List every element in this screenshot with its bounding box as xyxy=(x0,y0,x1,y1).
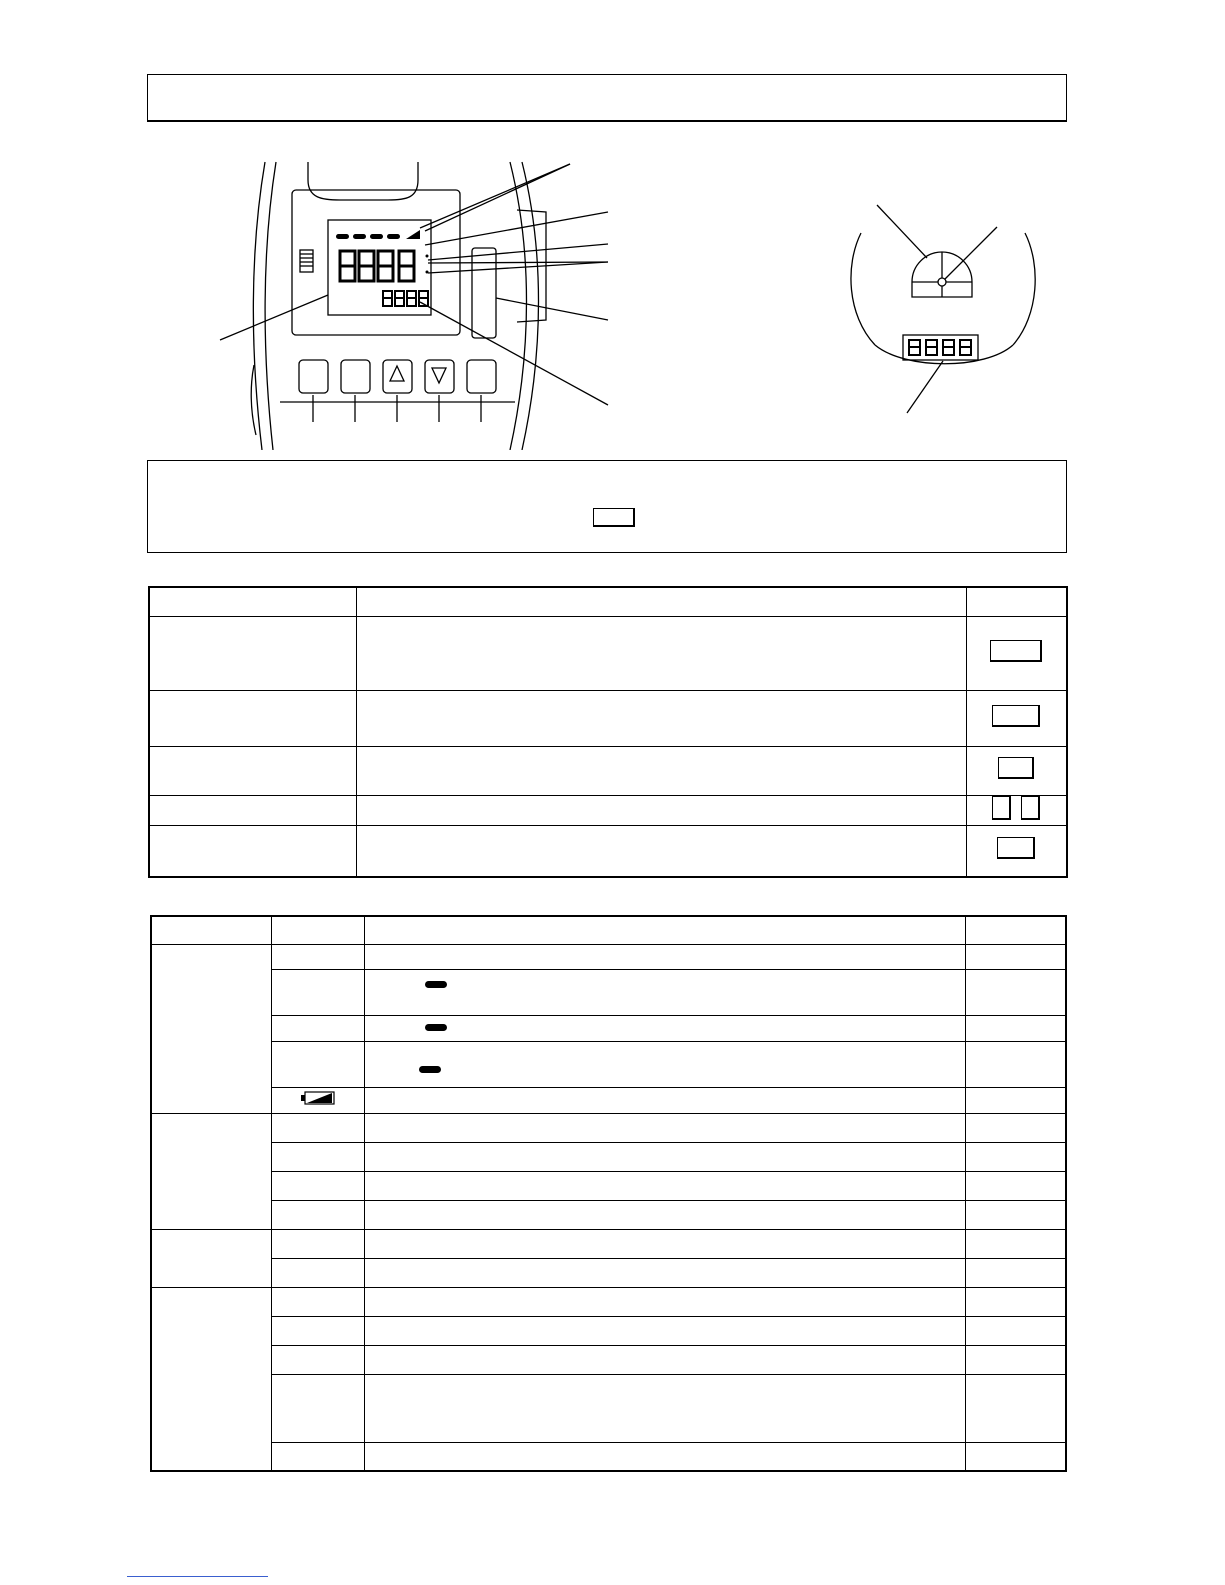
header-description xyxy=(364,916,965,944)
key-description xyxy=(356,690,966,746)
key-description xyxy=(356,746,966,795)
indicator-table xyxy=(150,915,1067,1472)
page-cell xyxy=(965,1113,1066,1142)
table-row xyxy=(151,1171,1066,1200)
description-cell xyxy=(364,1374,965,1442)
viewfinder-diagram xyxy=(845,195,1045,425)
page-title-box xyxy=(147,74,1067,122)
symbol-cell xyxy=(271,969,364,1015)
header-symbol xyxy=(271,916,364,944)
table-row xyxy=(151,944,1066,969)
key-cell xyxy=(966,690,1067,746)
description-cell xyxy=(364,969,965,1015)
description-cell xyxy=(364,1015,965,1041)
bar-indicator-icon xyxy=(425,981,447,988)
keys-table-header xyxy=(149,587,1067,616)
bar-indicator-icon xyxy=(425,1024,447,1031)
key-description xyxy=(356,616,966,690)
key-description xyxy=(356,795,966,825)
keys-table xyxy=(148,586,1068,878)
key-name xyxy=(149,616,356,690)
indicator-table-header xyxy=(151,916,1066,944)
table-row xyxy=(151,1316,1066,1345)
key-cell xyxy=(966,795,1067,825)
table-row xyxy=(151,1200,1066,1229)
table-row xyxy=(149,825,1067,877)
table-row xyxy=(151,1374,1066,1442)
symbol-cell xyxy=(271,1374,364,1442)
header-key-name xyxy=(149,587,356,616)
description-cell xyxy=(364,1287,965,1316)
description-cell xyxy=(364,1113,965,1142)
page-cell xyxy=(965,1041,1066,1087)
wide-key-icon xyxy=(992,705,1040,727)
table-row xyxy=(151,1087,1066,1113)
group-label xyxy=(151,1113,271,1229)
description-cell xyxy=(364,1041,965,1087)
header-key xyxy=(966,587,1067,616)
group-label xyxy=(151,1287,271,1471)
symbol-cell xyxy=(271,1287,364,1316)
page-cell xyxy=(965,969,1066,1015)
page-cell xyxy=(965,1171,1066,1200)
symbol-cell xyxy=(271,1229,364,1258)
table-row xyxy=(151,1142,1066,1171)
page-cell xyxy=(965,1015,1066,1041)
table-row xyxy=(151,1229,1066,1258)
description-cell xyxy=(364,1442,965,1471)
key-icon xyxy=(997,837,1035,859)
header-display xyxy=(151,916,271,944)
group-label xyxy=(151,944,271,1113)
page-cell xyxy=(965,1229,1066,1258)
page-cell xyxy=(965,1200,1066,1229)
up-key-icon xyxy=(992,796,1011,820)
symbol-cell xyxy=(271,1171,364,1200)
key-name xyxy=(149,825,356,877)
table-row xyxy=(151,1287,1066,1316)
table-row xyxy=(151,1258,1066,1287)
footer-link-rule xyxy=(127,1576,268,1577)
header-key-function xyxy=(356,587,966,616)
symbol-cell xyxy=(271,1113,364,1142)
key-cell xyxy=(966,616,1067,690)
table-row xyxy=(149,746,1067,795)
table-row xyxy=(151,1015,1066,1041)
page-cell xyxy=(965,1442,1066,1471)
description-cell xyxy=(364,1200,965,1229)
page-cell xyxy=(965,944,1066,969)
description-cell xyxy=(364,1087,965,1113)
key-cell xyxy=(966,746,1067,795)
table-row xyxy=(149,795,1067,825)
keys-intro-box xyxy=(147,460,1067,553)
header-page xyxy=(965,916,1066,944)
inline-key-icon xyxy=(593,508,635,527)
description-cell xyxy=(364,1142,965,1171)
page-cell xyxy=(965,1142,1066,1171)
symbol-cell xyxy=(271,1087,364,1113)
page-cell xyxy=(965,1374,1066,1442)
symbol-cell xyxy=(271,1316,364,1345)
symbol-cell xyxy=(271,1258,364,1287)
page-cell xyxy=(965,1316,1066,1345)
page-cell xyxy=(965,1287,1066,1316)
description-cell xyxy=(364,944,965,969)
page-cell xyxy=(965,1345,1066,1374)
table-row xyxy=(149,690,1067,746)
down-key-icon xyxy=(1021,796,1040,820)
page-cell xyxy=(965,1087,1066,1113)
table-row xyxy=(151,1442,1066,1471)
key-name xyxy=(149,690,356,746)
key-name xyxy=(149,746,356,795)
table-row xyxy=(151,1345,1066,1374)
symbol-cell xyxy=(271,1442,364,1471)
meter-diagram xyxy=(210,150,630,450)
key-cell xyxy=(966,825,1067,877)
table-row xyxy=(151,1113,1066,1142)
battery-low-icon xyxy=(301,1091,335,1105)
symbol-cell xyxy=(271,1345,364,1374)
bar-indicator-icon xyxy=(419,1066,441,1073)
symbol-cell xyxy=(271,1041,364,1087)
symbol-cell xyxy=(271,1015,364,1041)
page-cell xyxy=(965,1258,1066,1287)
key-icon xyxy=(998,757,1034,779)
description-cell xyxy=(364,1258,965,1287)
table-row xyxy=(149,616,1067,690)
key-name xyxy=(149,795,356,825)
symbol-cell xyxy=(271,1142,364,1171)
group-label xyxy=(151,1229,271,1287)
description-cell xyxy=(364,1171,965,1200)
wide-key-icon xyxy=(990,640,1042,662)
table-row xyxy=(151,969,1066,1015)
description-cell xyxy=(364,1316,965,1345)
table-row xyxy=(151,1041,1066,1087)
key-description xyxy=(356,825,966,877)
description-cell xyxy=(364,1345,965,1374)
description-cell xyxy=(364,1229,965,1258)
symbol-cell xyxy=(271,1200,364,1229)
symbol-cell xyxy=(271,944,364,969)
